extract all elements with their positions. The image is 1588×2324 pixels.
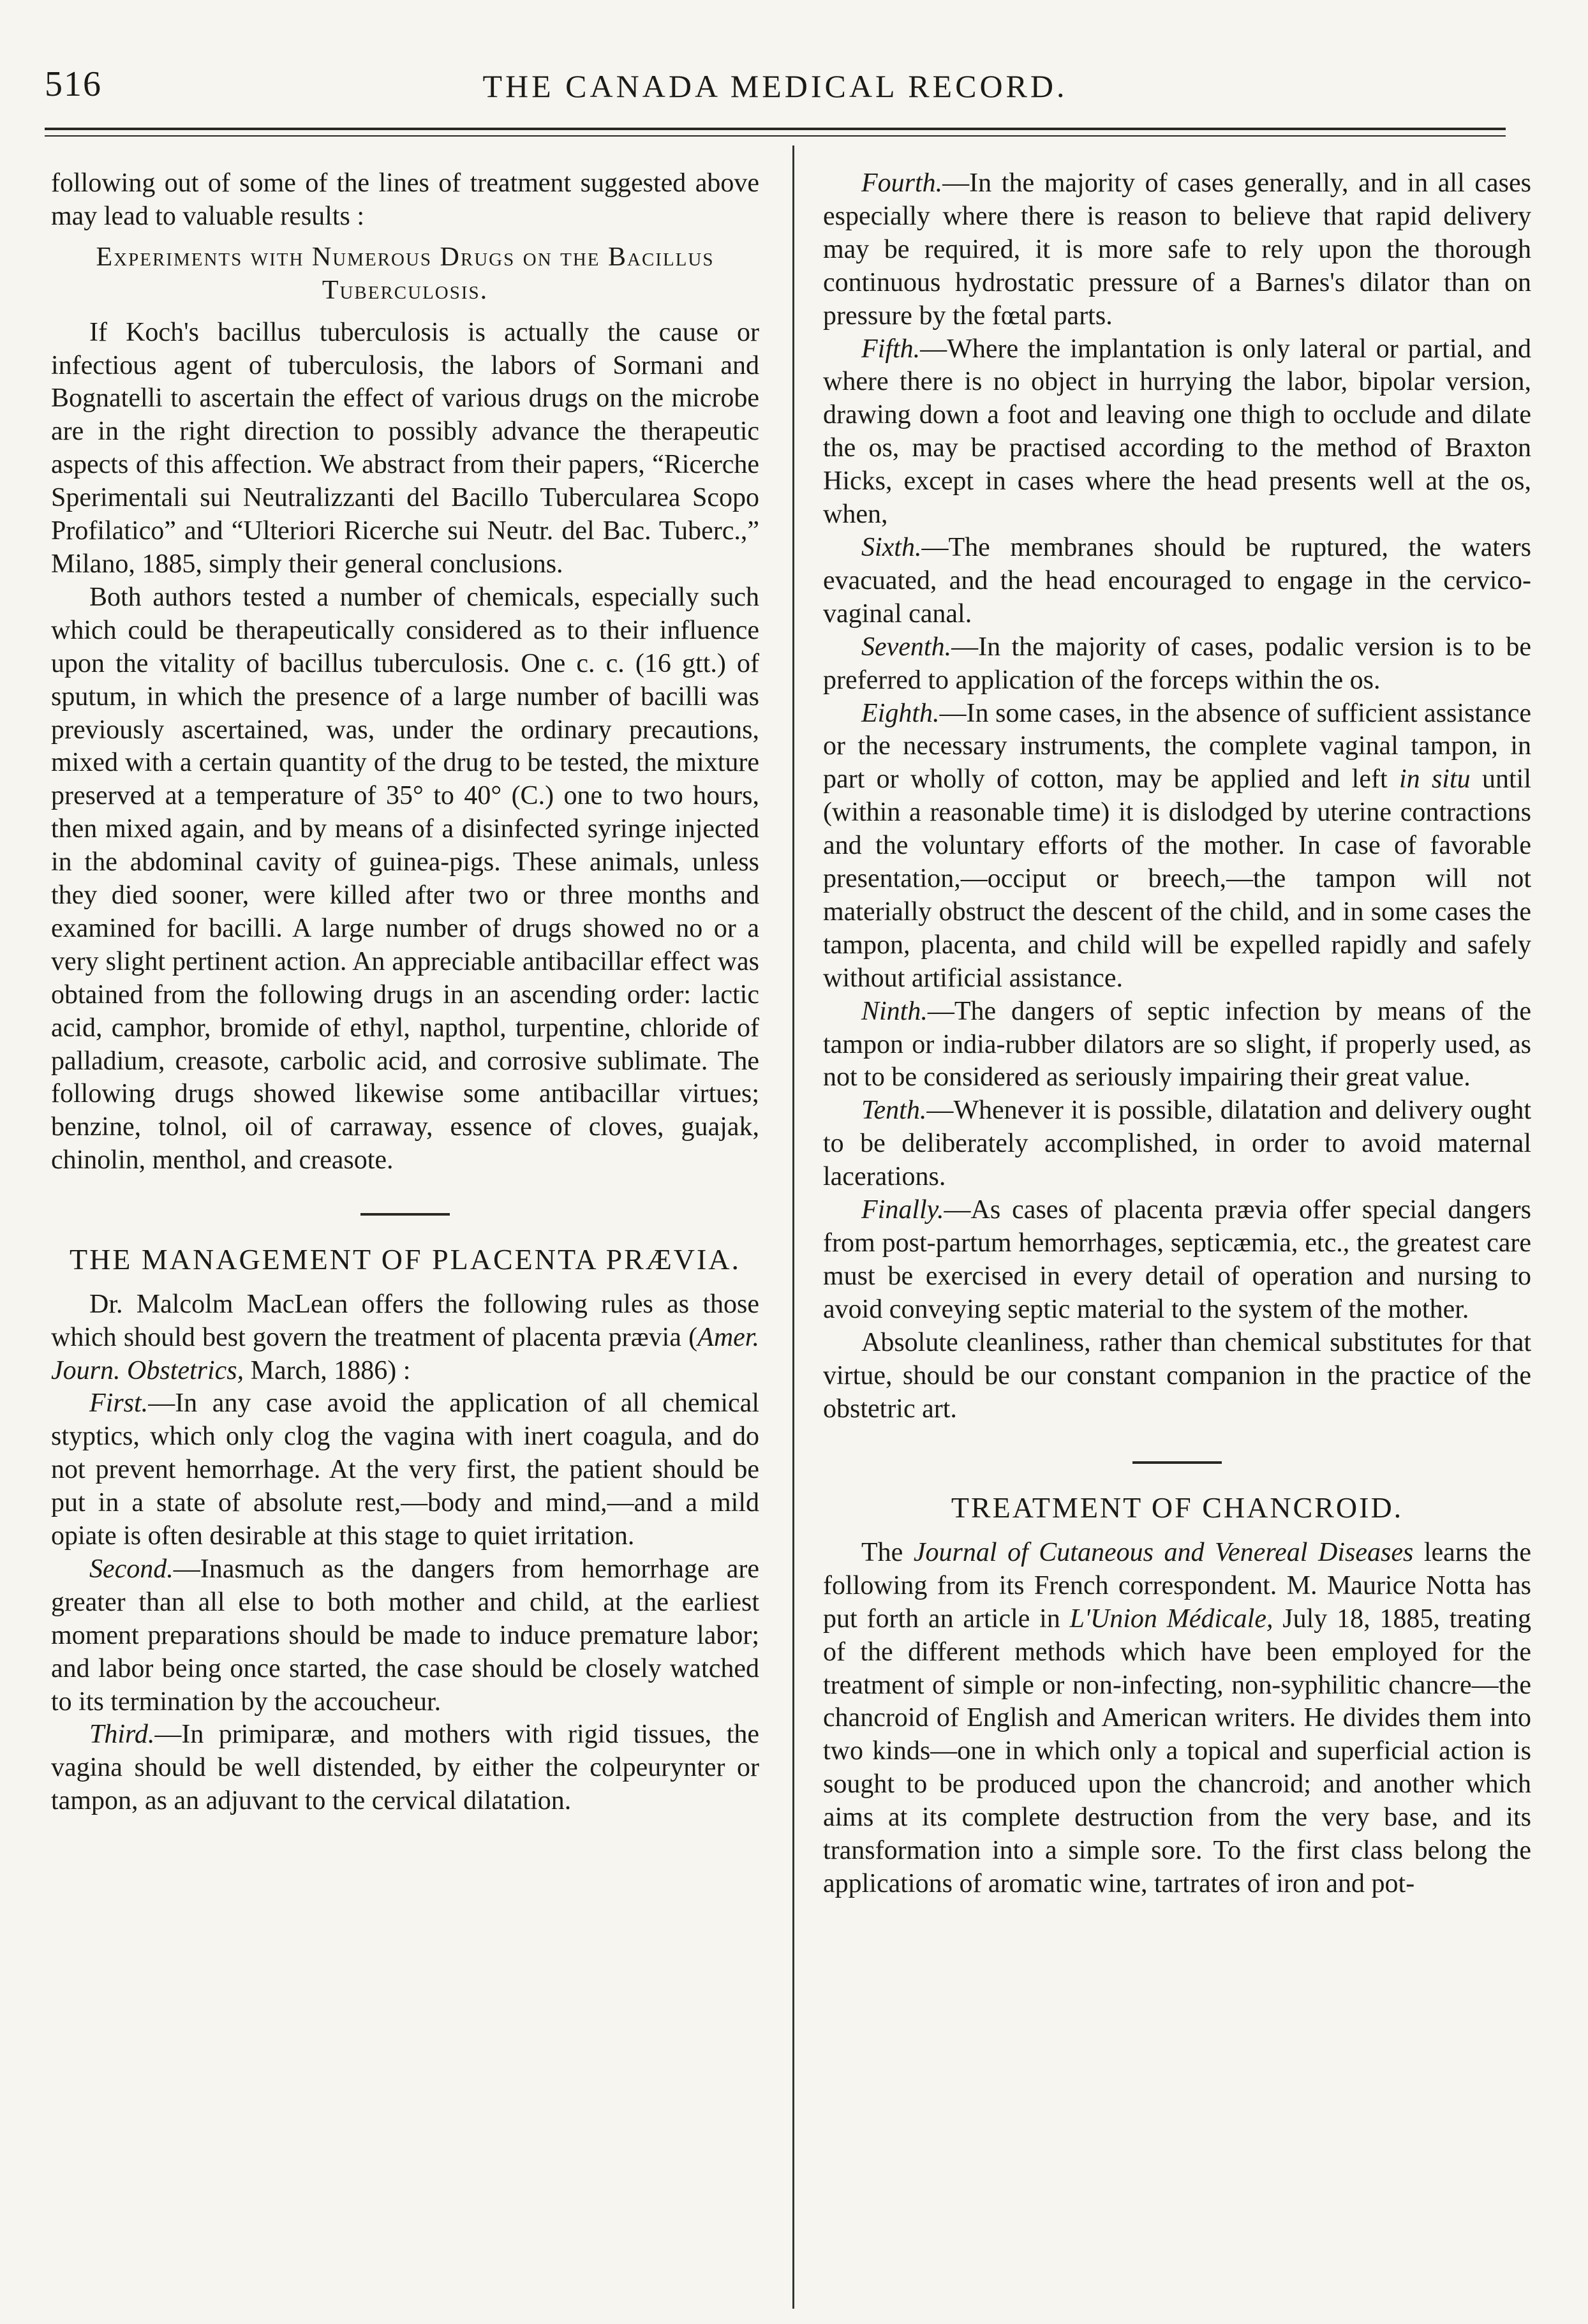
rule-text: —As cases of placenta prævia offer special dangers from post-partum hemorrhages, septicæmia, etc., the greatest care must be exercised in every detail of operation and nursing to avoid conveying septic material to the system of the mother. xyxy=(823,1195,1531,1324)
section-separator xyxy=(360,1213,450,1216)
page-header xyxy=(45,64,1506,115)
rule-lead: Fourth. xyxy=(861,168,943,198)
placenta-intro-date: March, 1886) : xyxy=(244,1355,411,1385)
rule-text: —In the majority of cases, podalic version is to be preferred to application of the forceps within the os. xyxy=(823,632,1531,695)
rule-seventh xyxy=(823,631,1531,697)
experiments-heading: Experiments with Numerous Drugs on the Bacillus Tuberculosis. xyxy=(96,242,715,305)
rule-text: —In some cases, in the absence of sufficient assistance or the necessary instruments, the complete vaginal tampon, in part or wholly of cotton, may be applied and left xyxy=(823,698,1531,794)
rule-lead: Third. xyxy=(89,1720,155,1750)
rule-lead: Seventh. xyxy=(861,632,952,662)
rule-text: —Where the implantation is only lateral or partial, and where there is no object in hurrying the labor, bipolar version, drawing down a foot and leaving one thigh to occlude and dilate the os, may be practised according to the method of Braxton Hicks, except in cases where the head presents well at the os, when, xyxy=(823,334,1531,530)
chancroid-paragraph xyxy=(823,1537,1531,1901)
rule-tenth xyxy=(823,1094,1531,1194)
rule-lead: Sixth. xyxy=(861,532,922,562)
rule-lead: Ninth. xyxy=(861,996,928,1026)
experiments-paragraph: If Koch's bacillus tuberculosis is actually the cause or infectious agent of tuberculosis, the labors of Sormani and Bognatelli to ascertain the effect of various drugs on the microbe are in the right direction to possibly advance the therapeutic aspects of this affection. We abstract from their papers, “Ricerche Sperimentali sui Neutralizzanti del Bacillo Tubercularea Scopo Profilatico” and “Ulteriori Ricerche sui Neutr. del Bac. Tuberc.,” Milano, 1885, simply their general conclusions. xyxy=(51,317,759,579)
rule-lead: Fifth. xyxy=(861,334,921,364)
column-divider xyxy=(792,145,794,2309)
rule-lead: Eighth. xyxy=(861,698,940,728)
rule-finally xyxy=(823,1194,1531,1327)
rule-second xyxy=(51,1553,759,1719)
rule-ninth xyxy=(823,995,1531,1095)
left-column xyxy=(51,167,759,1818)
rule-eighth xyxy=(823,697,1531,995)
running-title: THE CANADA MEDICAL RECORD. xyxy=(482,68,1068,104)
rule-lead: First. xyxy=(89,1389,149,1419)
chancroid-section-title: TREATMENT OF CHANCROID. xyxy=(951,1491,1404,1524)
rule-text: —In any case avoid the application of all chemical styptics, which only clog the vagina with inert coagula, and do not prevent hemorrhage. At the very first, the patient should be put in a state of absolute rest,—body and mind,—and a mild opiate is often desirable at this stage to quiet irritation. xyxy=(51,1389,759,1551)
section-separator xyxy=(1132,1461,1222,1464)
header-rule-thin xyxy=(45,135,1506,137)
rule-fifth xyxy=(823,333,1531,532)
rule-text: —In primiparæ, and mothers with rigid tissues, the vagina should be well distended, by either the colpeurynter or tampon, as an adjuvant to the cervical dilatation. xyxy=(51,1720,759,1816)
rule-third xyxy=(51,1718,759,1818)
rule-italic: in situ xyxy=(1399,764,1471,794)
rule-lead: Tenth. xyxy=(861,1096,927,1126)
rule-fourth xyxy=(823,167,1531,333)
experiments-paragraph: Both authors tested a number of chemicals, especially such which could be therapeutically considered as to their influence upon the vitality of bacillus tuberculosis. One c. c. (16 gtt.) of sputum, in which the presence of a large number of bacilli was previously ascertained, was, under the ordinary precautions, mixed with a certain quantity of the drug to be tested, the mixture preserved at a temperature of 35° to 40° (C.) one to two hours, then mixed again, and by means of a disinfected syringe injected in the abdominal cavity of guinea-pigs. These animals, unless they died sooner, were killed after two or three months and examined for bacilli. A large number of drugs showed no or a very slight pertinent action. An appreciable antibacillar effect was obtained from the following drugs in an ascending order: lactic acid, camphor, bromide of ethyl, napthol, turpentine, chloride of palladium, creasote, carbolic acid, and corrosive sublimate. The following drugs showed likewise some antibacillar virtues; benzine, tolnol, oil of carraway, essence of cloves, guajak, chinolin, menthol, and creasote. xyxy=(51,582,759,1175)
right-column xyxy=(823,167,1531,1901)
header-rule xyxy=(45,128,1506,130)
rule-sixth xyxy=(823,532,1531,631)
placenta-intro-text: Dr. Malcolm MacLean offers the following rules as those which should best govern the treatment of placenta prævia ( xyxy=(51,1289,759,1352)
rule-lead: Second. xyxy=(89,1554,174,1584)
rule-first xyxy=(51,1387,759,1553)
placenta-section-title: THE MANAGEMENT OF PLACENTA PRÆVIA. xyxy=(69,1243,741,1276)
continued-text: following out of some of the lines of treatment suggested above may lead to valuable results : xyxy=(51,168,759,231)
chancroid-text: learns the following from its French correspondent. M. Maurice Notta has put forth an article in xyxy=(823,1537,1532,1634)
rule-lead: Finally. xyxy=(861,1195,944,1225)
union-medicale: L'Union Médicale, xyxy=(1069,1604,1273,1634)
rule-text: —Whenever it is possible, dilatation and delivery ought to be deliberately accomplished, in order to avoid maternal lacerations. xyxy=(823,1096,1531,1192)
placenta-intro xyxy=(51,1288,759,1388)
rule-text: —The membranes should be ruptured, the waters evacuated, and the head encouraged to engage in the cervico-vaginal canal. xyxy=(823,532,1531,629)
closing-paragraph: Absolute cleanliness, rather than chemical substitutes for that virtue, should be our constant companion in the practice of the obstetric art. xyxy=(823,1327,1531,1424)
chancroid-text: The xyxy=(861,1537,914,1567)
rule-text-end: until (within a reasonable time) it is dislodged by uterine contractions and the voluntary efforts of the mother. In case of favorable presentation,—occiput or breech,—the tampon will not materially obstruct the descent of the child, and in some cases the tampon, placenta, and child will be expelled rapidly and safely without artificial assistance. xyxy=(823,764,1531,993)
journal-name: Journal of Cutaneous and Venereal Diseases xyxy=(913,1537,1414,1567)
placenta-citation: Amer. Journ. Obstetrics, xyxy=(51,1322,759,1385)
page-number: 516 xyxy=(45,64,102,104)
chancroid-text: July 18, 1885, treating of the different methods which have been employed for the treatment of simple or non-infecting, non-syphilitic chancre—the chancroid of English and American writers. He divides them into two kinds—one in which only a topical and superficial action is sought to be produced upon the chancroid; and another which aims at its complete destruction from the very base, and its transformation into a simple sore. To the first class belong the applications of aromatic wine, tartrates of iron and pot- xyxy=(823,1604,1531,1898)
rule-text: —The dangers of septic infection by means of the tampon or india-rubber dilators are so slight, if properly used, as not to be considered as seriously impairing their great value. xyxy=(823,996,1531,1092)
rule-text: —In the majority of cases generally, and in all cases especially where there is reason to believe that rapid delivery may be required, it is more safe to rely upon the thorough continuous hydrostatic pressure of a Barnes's dilator than on pressure by the fœtal parts. xyxy=(823,168,1531,331)
rule-text: —Inasmuch as the dangers from hemorrhage are greater than all else to both mother and child, at the earliest moment preparations should be made to induce premature labor; and labor being once started, the case should be closely watched to its termination by the accoucheur. xyxy=(51,1554,759,1717)
